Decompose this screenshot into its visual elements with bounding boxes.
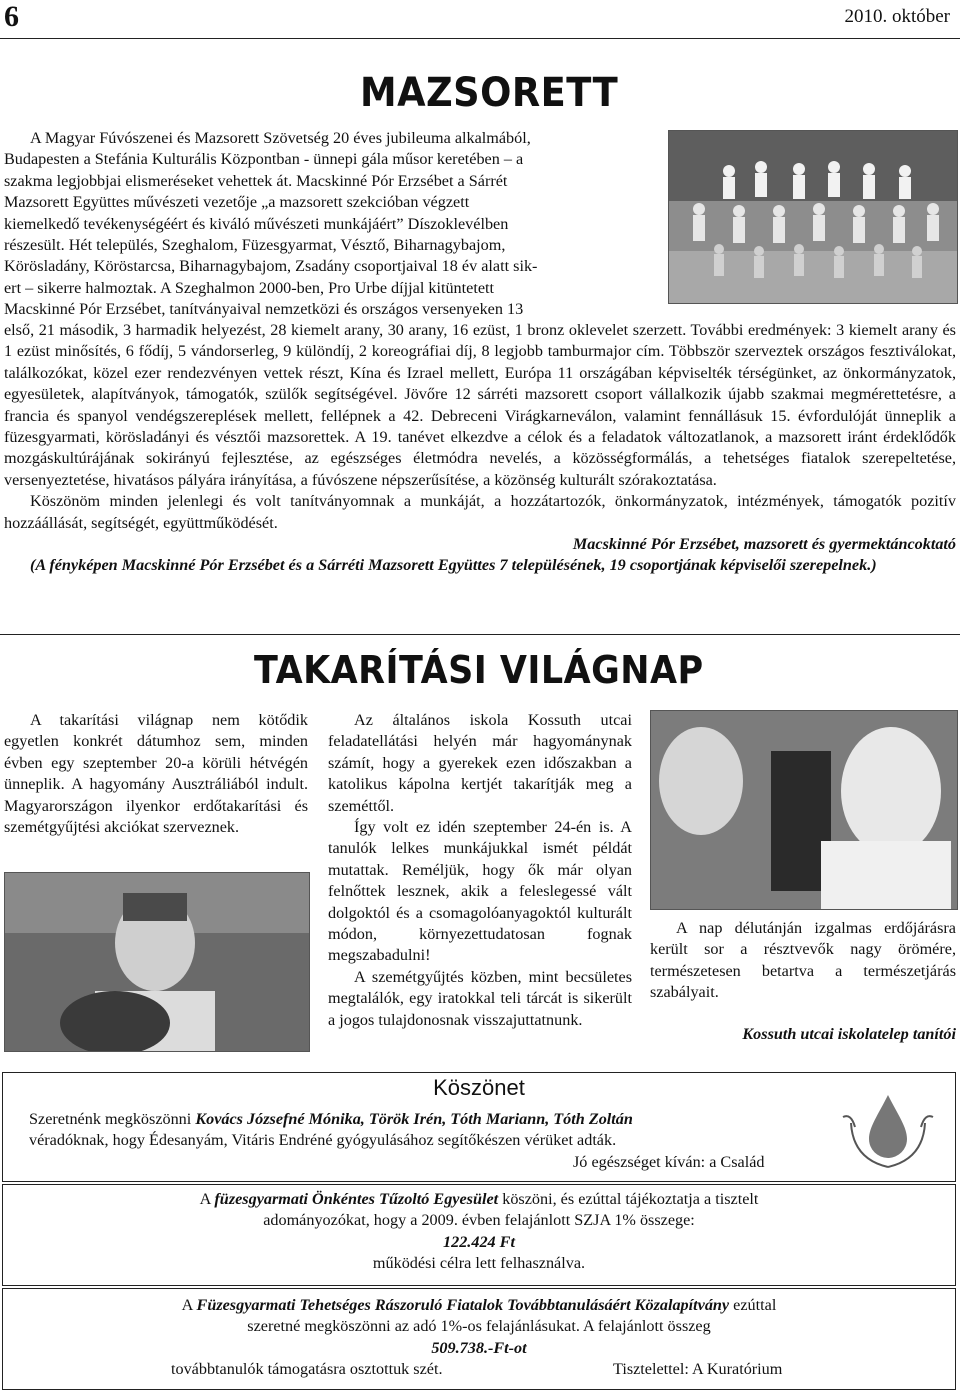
takaritas-col1	[4, 710, 308, 838]
tuzolto-box	[2, 1184, 956, 1286]
takaritas-col3	[650, 918, 956, 1004]
intro-line: kiemelkedő tevékenységéért és kiváló művészeti munkájáért” Díszoklevélben	[4, 214, 509, 233]
mazsorett-body	[4, 320, 956, 577]
takaritas-col2-p3: A szemétgyűjtés közben, mint becsületes megtalálók, egy iratokkal teli tárcát is sikerült a jogos tulajdonosnak visszajuttatnunk.	[328, 967, 632, 1029]
takaritas-signature: Kossuth utcai iskolatelep tanítói	[742, 1025, 956, 1043]
tuzolto-line2: adományozókat, hogy a 2009. évben felajánlott SZJA 1% összege:	[263, 1211, 695, 1230]
girl-with-cloth-photo	[650, 710, 958, 910]
tuzolto-org: füzesgyarmati Önkéntes Tűzoltó Egyesület	[214, 1190, 499, 1208]
mazsorett-signature: Macskinné Pór Erzsébet, mazsorett és gyermektáncoktató	[572, 535, 956, 554]
intro-line: ert – sikerre halmoztak. A Szeghalmon 2000-ben, Pro Urbe díjjal kitüntetett	[4, 278, 495, 297]
koszonet-line1	[29, 1109, 633, 1130]
page-number: 6	[4, 0, 19, 33]
intro-line: Mazsorett Együttes művészeti vezetője „a mazsorett szekcióban végzett	[4, 193, 470, 212]
takaritas-col2-p1: Az általános iskola Kossuth utcai feladatellátási helyén már hagyománynak számít, hogy a gyerekek ezen időszakban a katolikus kápolna kertjét takarítják meg a szeméttől.	[328, 711, 632, 815]
donor-names: Kovács Józsefné Mónika, Török Irén, Tóth Mariann, Tóth Zoltán	[195, 1110, 633, 1128]
takaritas-col1-text: A takarítási világnap nem kötődik egyetlen konkrét dátumhoz sem, minden évben egy szeptember 20-a körüli hétvégén ünneplik. A hagyomány Ausztráliából indult. Magyarországon ilyenkor erdőtakarítási és szemétgyűjtési akciókat szerveznek.	[4, 711, 308, 837]
tuzolto-line4: működési célra lett felhasználva.	[372, 1254, 586, 1273]
takaritas-col3-text: A nap délutánján izgalmas erdőjárásra került sor a résztvevők nagy örömére, természetesen betartva a természetjárás szabályait.	[650, 919, 956, 1002]
koszonet-signature: Jó egészséget kíván: a Család	[573, 1153, 765, 1171]
kozalapitvany-line1	[3, 1295, 955, 1316]
kozalapitvany-org: Füzesgyarmati Tehetséges Rászoruló Fiatalok Továbbtanulásáért Közalapítvány	[196, 1296, 730, 1314]
takaritas-col2	[328, 710, 632, 1031]
boy-with-leaves-photo	[4, 872, 310, 1052]
kozalapitvany-amount: 509.738.-Ft-ot	[431, 1338, 527, 1357]
koszonet-title: Köszönet	[433, 1075, 525, 1100]
takaritas-title: TAKARÍTÁSI VILÁGNAP	[254, 648, 704, 692]
intro-line: Macskinné Pór Erzsébet, tanítványaival nemzetközi és országos versenyeken 13	[4, 300, 524, 319]
tuzolto-post: köszöni, és ezúttal tájékoztatja a tisztelt	[498, 1190, 759, 1208]
blood-drop-hands-icon	[833, 1083, 943, 1173]
kozalapitvany-pre: A	[181, 1296, 197, 1314]
kozalapitvany-post: ezúttal	[729, 1296, 777, 1314]
mazsorett-intro	[4, 128, 658, 321]
kozalapitvany-box	[2, 1288, 956, 1390]
tuzolto-amount: 122.424 Ft	[443, 1232, 515, 1251]
mazsorett-body-text: első, 21 második, 3 harmadik helyezést, 28 kiemelt arany, 30 arany, 16 ezüst, 1 bronz oklevelet szerzett. További eredmények: 3 kiemelt arany és 1 ezüst minősítés, 6 fődíj, 5 vándorserleg, 9 különdíj, 2 koreográfiai díj, 8 legjobb tamburmajor cím. Többször szerveztek országos fesztiválokat, találkozókat, közel ezer rendezvényen vettek részt, Kína és Izrael mellett, Európa 11 országában képviselték térségünket, az önkormányzatok, egyesületek, alapítványok, támogatók, szülők segítségével. Jövőre 12 sárréti mazsorett csoport vállalkozik újabb szakmai megmérettetésre, a francia és spanyol vendégszereplések mellett, fellépnek a 42. Debreceni Virágkarneválon, valamint fennállásuk 15. évfordulóját ünneplik a füzesgyarmati, körösladányi és vésztői mazsorettek. A 19. tanévet elkezdve a célok és a feladatok változatlanok, a mazsorett iránt érdeklődők mozgáskultúrájának sokirányú fejlesztése, az egészséges életmódra nevelés, a közösségformálás, a tehetséges fiatalok szerepeltetése, versenyeztetése, hivatásos pályára irányítása, a fúvószene népszerűsítése, a közönség kulturált szórakoztatása.	[4, 321, 956, 489]
section-divider	[0, 634, 960, 635]
issue-date: 2010. október	[844, 6, 950, 27]
intro-line: Körösladány, Köröstarcsa, Biharnagybajom, Zsadány csoportjaival 18 év alatt sik-	[4, 257, 538, 276]
takaritas-col2-p2: Így volt ez idén szeptember 24-én is. A tanulók lelkes munkájukkal ismét példát mutattak. Reméljük, hogy ők már olyan felnőttek lesznek, akik a feleslegessé vált dolgoktól és a csomagolóanyagoktól kulturált módon, környezettudatosan fognak megszabadulni!	[328, 818, 632, 965]
kozalapitvany-line4: továbbtanulók támogatásra osztottuk szét.	[171, 1360, 443, 1379]
intro-line: A Magyar Fúvószenei és Mazsorett Szövetség 20 éves jubileuma alkalmából,	[30, 129, 531, 147]
koszonet-box	[2, 1072, 956, 1182]
kozalapitvany-last-row	[3, 1359, 955, 1380]
mazsorett-group-photo	[668, 130, 958, 304]
tuzolto-pre: A	[199, 1190, 215, 1208]
header-rule	[0, 38, 960, 39]
koszonet-line1-pre: Szeretnénk megköszönni	[29, 1110, 196, 1128]
intro-line: Budapesten a Stefánia Kulturális Központban - ünnepi gála műsor keretében – a	[4, 150, 524, 169]
mazsorett-title: MAZSORETT	[360, 70, 619, 116]
intro-line: szakma legjobbjai elismeréseket vehettek át. Macskinné Pór Erzsébet a Sárrét	[4, 171, 508, 190]
mazsorett-photo-caption: (A fényképen Macskinné Pór Erzsébet és a Sárréti Mazsorett Együttes 7 településének, 19 csoportjának képviselői szerepelnek.)	[30, 556, 877, 575]
kozalapitvany-closing: Tisztelettel: A Kuratórium	[613, 1360, 783, 1379]
intro-line: részesült. Hét település, Szeghalom, Füzesgyarmat, Vésztő, Biharnagybajom,	[4, 236, 506, 255]
mazsorett-thanks: Köszönöm minden jelenlegi és volt tanítványomnak a munkáját, a hozzátartozók, önkormányzatok, intézmények, támogatók pozitív hozzáállását, segítségét, együttműködését.	[4, 492, 956, 532]
koszonet-line2: véradóknak, hogy Édesanyám, Vitáris Endréné gyógyulásához segítőkészen vérüket adták.	[29, 1131, 617, 1149]
kozalapitvany-line2: szeretné megköszönni az adó 1%-os felajánlásukat. A felajánlott összeg	[247, 1317, 711, 1336]
tuzolto-line1	[3, 1189, 955, 1210]
